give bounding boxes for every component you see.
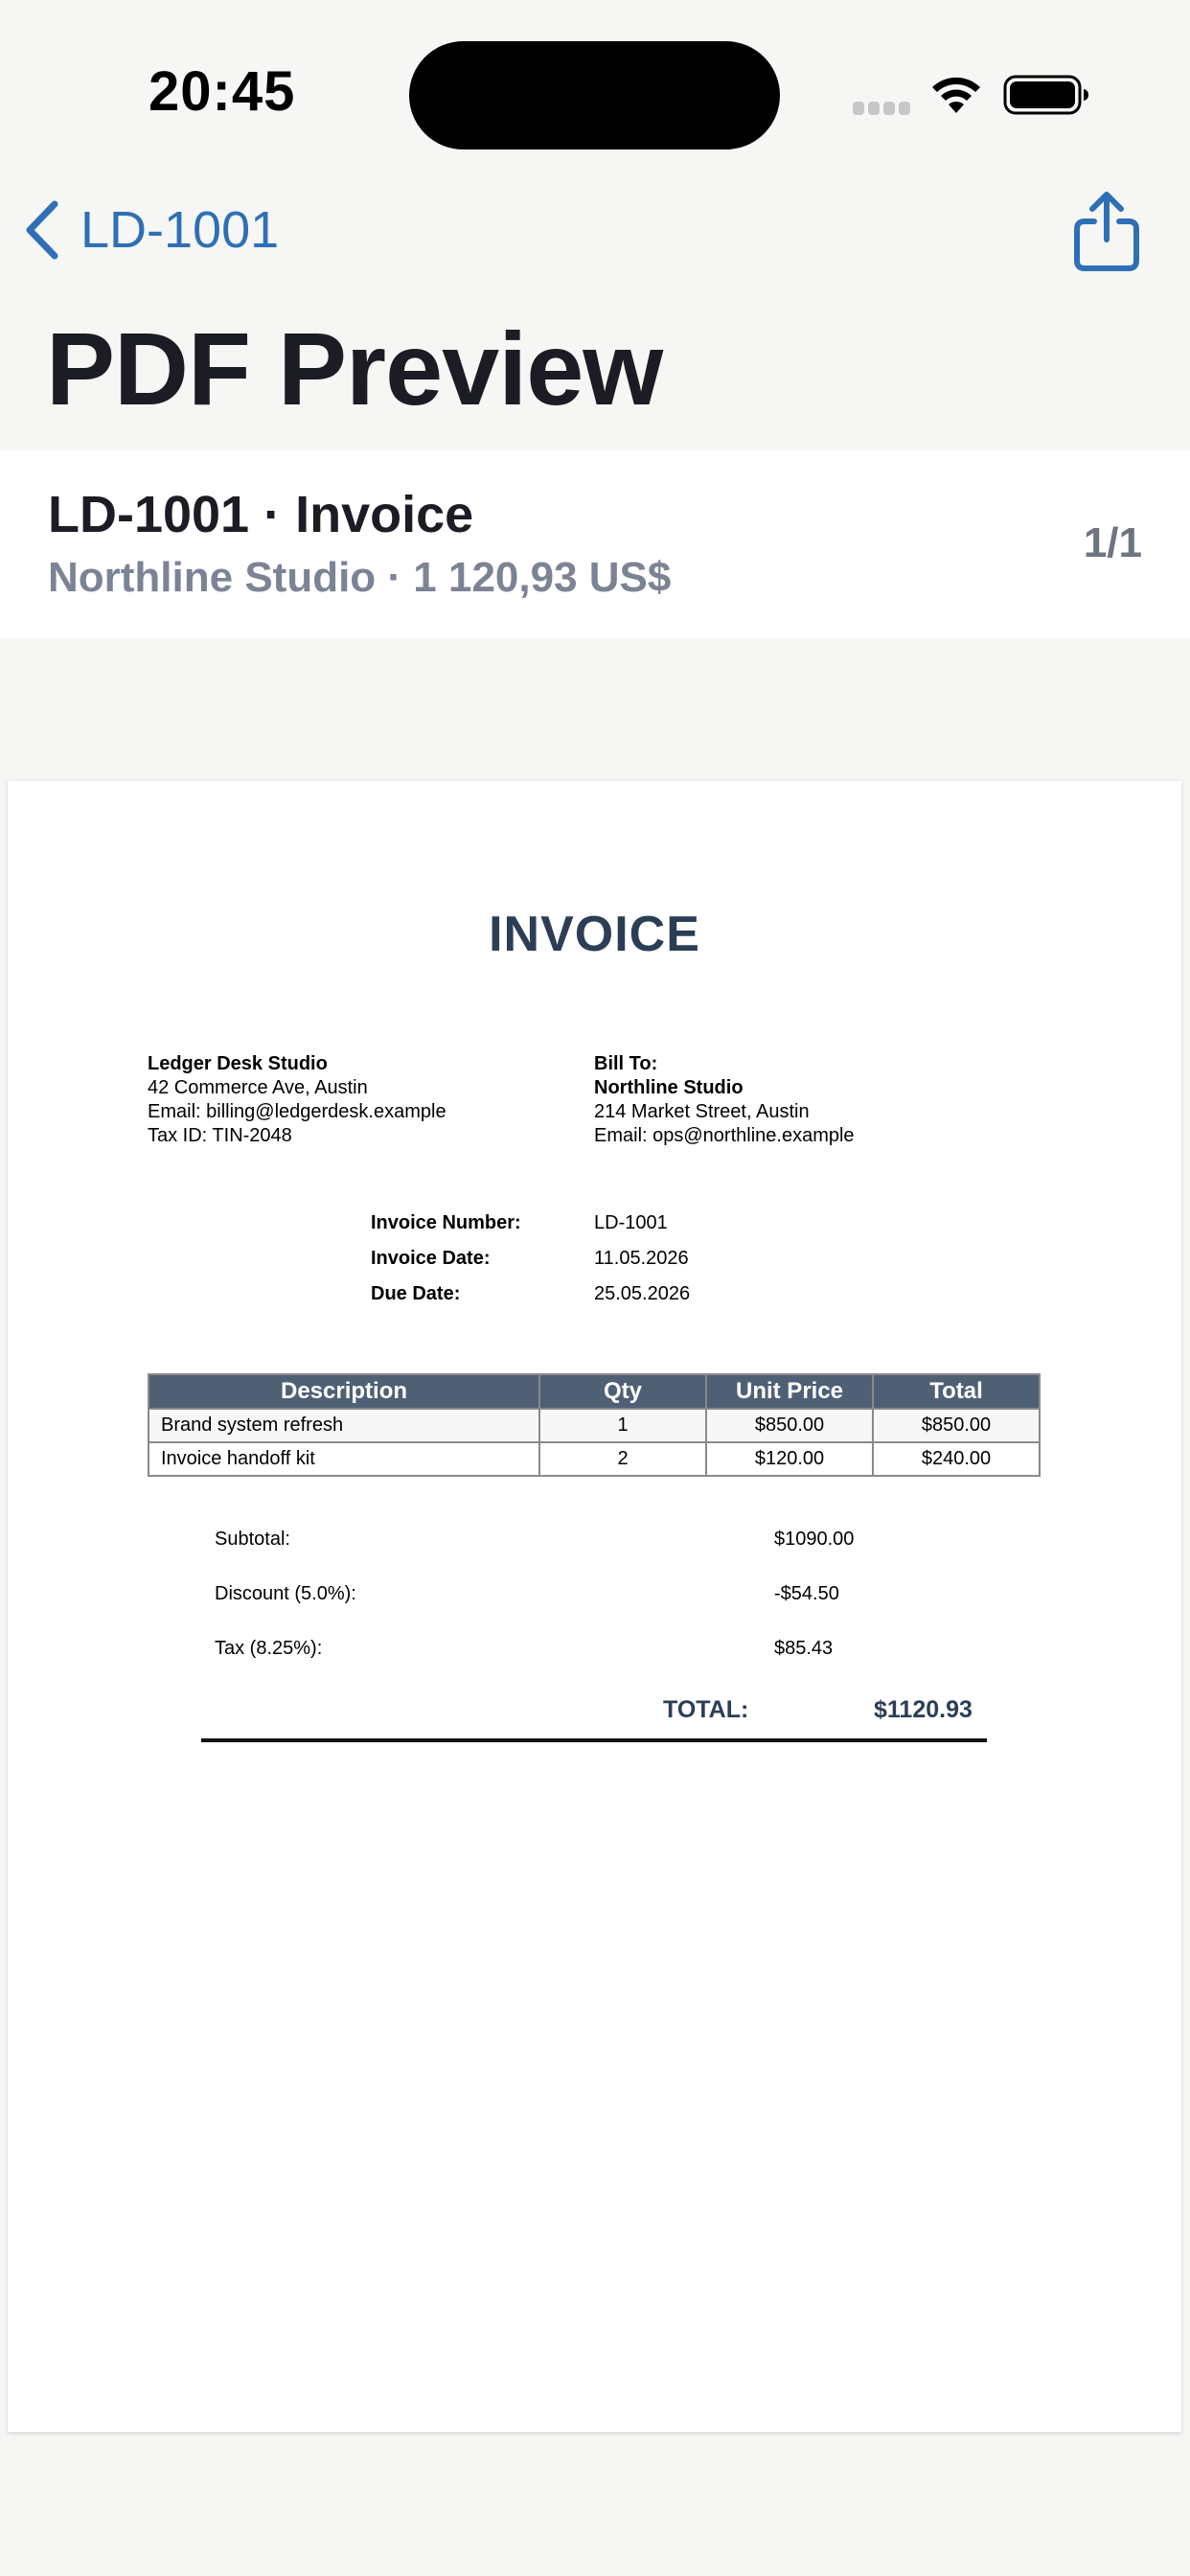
cell-unit-price: $850.00	[706, 1409, 873, 1442]
cell-qty: 2	[539, 1442, 706, 1476]
cell-unit-price: $120.00	[706, 1442, 873, 1476]
cell-description: Brand system refresh	[149, 1409, 539, 1442]
invoice-summary	[215, 1529, 981, 1692]
document-title: LD-1001 · Invoice	[48, 486, 474, 543]
page-counter: 1/1	[1083, 519, 1142, 566]
sender-name: Ledger Desk Studio	[148, 1053, 328, 1074]
sender-tax-id: Tax ID: TIN-2048	[148, 1125, 292, 1146]
page-title: PDF Preview	[46, 310, 663, 426]
meta-value: 25.05.2026	[594, 1283, 691, 1304]
summary-row-subtotal	[215, 1529, 981, 1583]
summary-row-discount	[215, 1583, 981, 1638]
battery-icon	[1003, 75, 1089, 115]
column-header: Description	[149, 1374, 539, 1409]
chevron-left-icon	[23, 200, 61, 260]
cell-qty: 1	[539, 1409, 706, 1442]
cell-total: $850.00	[873, 1409, 1040, 1442]
bill-to-name: Northline Studio	[594, 1077, 744, 1098]
invoice-heading: INVOICE	[489, 907, 700, 962]
column-header: Unit Price	[706, 1374, 873, 1409]
meta-row-number	[371, 1212, 690, 1248]
line-items-table	[148, 1373, 1041, 1477]
status-time: 20:45	[149, 60, 296, 123]
cell-description: Invoice handoff kit	[149, 1442, 539, 1476]
table-header-row	[149, 1374, 1040, 1409]
meta-value: 11.05.2026	[594, 1248, 689, 1269]
meta-row-due	[371, 1283, 690, 1319]
summary-label: Tax (8.25%):	[215, 1638, 323, 1659]
document-header	[0, 450, 1190, 638]
bill-to-label: Bill To:	[594, 1053, 658, 1074]
grand-total-value: $1120.93	[874, 1696, 973, 1723]
meta-row-date	[371, 1248, 690, 1283]
share-button[interactable]	[1071, 190, 1142, 272]
summary-label: Discount (5.0%):	[215, 1583, 356, 1604]
meta-value: LD-1001	[594, 1212, 668, 1233]
summary-row-tax	[215, 1638, 981, 1692]
cellular-signal-icon	[853, 102, 912, 117]
summary-value: $1090.00	[774, 1529, 855, 1550]
document-subtitle: Northline Studio · 1 120,93 US$	[48, 554, 672, 601]
table-row	[149, 1409, 1040, 1442]
sender-email: Email: billing@ledgerdesk.example	[148, 1101, 446, 1122]
meta-label: Due Date:	[371, 1283, 461, 1304]
summary-value: -$54.50	[774, 1583, 839, 1604]
summary-value: $85.43	[774, 1638, 834, 1659]
sender-block	[148, 1052, 446, 1148]
grand-total-label: TOTAL:	[663, 1696, 749, 1723]
grand-total-row	[201, 1696, 987, 1742]
meta-label: Invoice Date:	[371, 1248, 491, 1269]
table-row	[149, 1442, 1040, 1476]
status-bar	[0, 0, 1190, 192]
cell-total: $240.00	[873, 1442, 1040, 1476]
back-button[interactable]	[23, 196, 279, 264]
bill-to-address: 214 Market Street, Austin	[594, 1101, 810, 1122]
meta-label: Invoice Number:	[371, 1212, 521, 1233]
bill-to-block	[594, 1052, 855, 1148]
column-header: Total	[873, 1374, 1040, 1409]
summary-label: Subtotal:	[215, 1529, 290, 1550]
share-icon	[1071, 190, 1142, 272]
pdf-page[interactable]	[8, 781, 1181, 2432]
wifi-icon	[929, 75, 983, 115]
dynamic-island	[409, 41, 780, 150]
back-button-label: LD-1001	[80, 201, 280, 259]
invoice-meta	[371, 1212, 690, 1319]
sender-address: 42 Commerce Ave, Austin	[148, 1077, 368, 1098]
bill-to-email: Email: ops@northline.example	[594, 1125, 855, 1146]
column-header: Qty	[539, 1374, 706, 1409]
